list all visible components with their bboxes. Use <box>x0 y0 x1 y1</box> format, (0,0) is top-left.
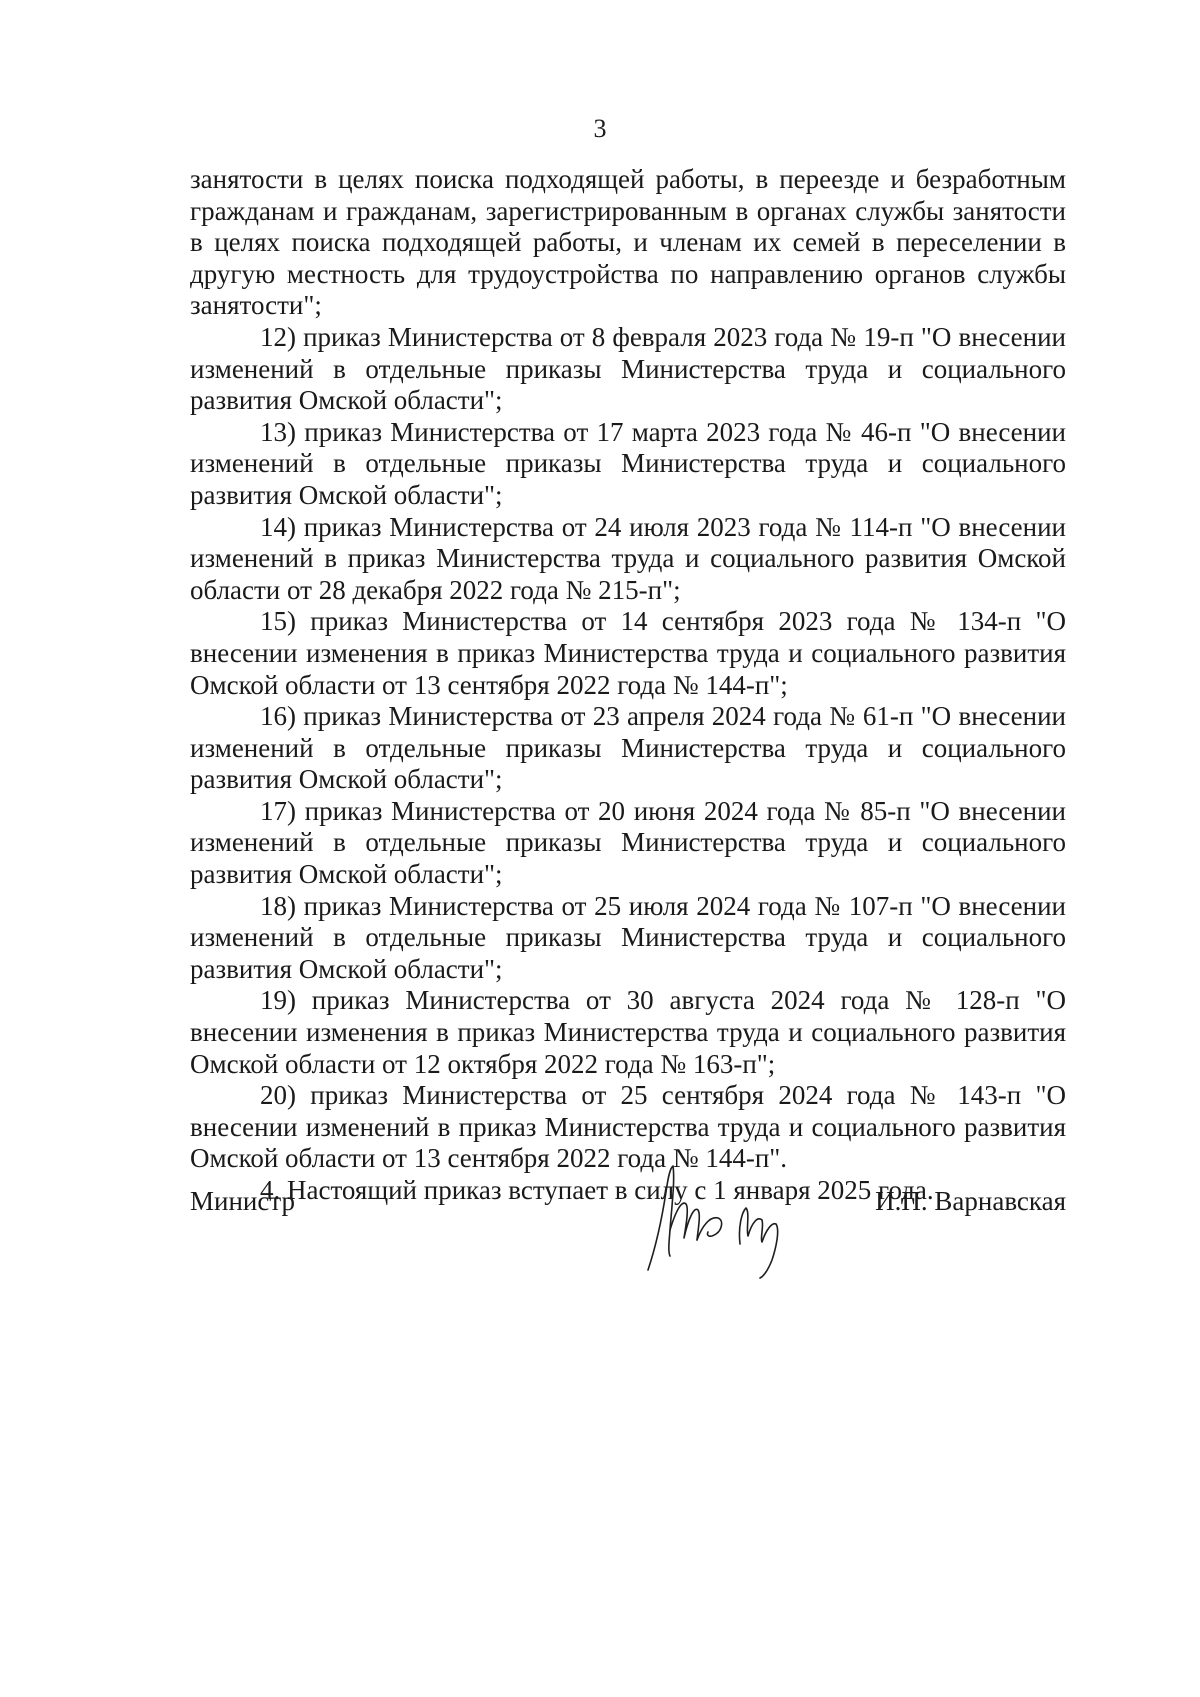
signer-name: И.П. Варнавская <box>875 1186 1066 1216</box>
paragraph-continuation: занятости в целях поиска подходящей работы, в переезде и безработным гражданам и гражданам, зарегистрированным в органах службы занятости в целях поиска подходящей работы, и членам их семей в переселении в другую местность для трудоустройства по направлению органов службы занятости"; <box>190 164 1066 321</box>
list-item-19: 19) приказ Министерства от 30 августа 2024 года № 128-п "О внесении изменения в приказ Министерства труда и социального развития Омской области от 12 октября 2022 года № 163-п"; <box>190 985 1066 1079</box>
signature-block <box>190 1160 1066 1280</box>
list-item-18: 18) приказ Министерства от 25 июля 2024 года № 107-п "О внесении изменений в отдельные приказы Министерства труда и социального развития Омской области"; <box>190 890 1066 984</box>
list-item-12: 12) приказ Министерства от 8 февраля 2023 года № 19-п "О внесении изменений в отдельные приказы Министерства труда и социального развития Омской области"; <box>190 321 1066 416</box>
document-body <box>190 164 1066 1207</box>
effective-date-clause: 4. Настоящий приказ вступает в силу с 1 января 2025 года. <box>260 1175 934 1205</box>
list-item-15: 15) приказ Министерства от 14 сентября 2023 года № 134-п "О внесении изменения в приказ Министерства труда и социального развития Омской области от 13 сентября 2022 года № 144-п"; <box>190 606 1066 700</box>
list-item-13: 13) приказ Министерства от 17 марта 2023 года № 46-п "О внесении изменений в отдельные приказы Министерства труда и социального развития Омской области"; <box>190 416 1066 510</box>
list-item-20: 20) приказ Министерства от 25 сентября 2024 года № 143-п "О внесении изменений в приказ Министерства труда и социального развития Омской области от 13 сентября 2022 года № 144-п". <box>190 1080 1066 1174</box>
page-number: 3 <box>593 114 607 143</box>
signer-position: Министр <box>190 1186 295 1216</box>
handwritten-signature <box>640 1160 800 1280</box>
list-item-16: 16) приказ Министерства от 23 апреля 2024 года № 61-п "О внесении изменений в отдельные приказы Министерства труда и социального развития Омской области"; <box>190 701 1066 795</box>
list-item-14: 14) приказ Министерства от 24 июля 2023 года № 114-п "О внесении изменений в приказ Министерства труда и социального развития Омской области от 28 декабря 2022 года № 215-п"; <box>190 511 1066 605</box>
list-item-17: 17) приказ Министерства от 20 июня 2024 года № 85-п "О внесении изменений в отдельные приказы Министерства труда и социального развития Омской области"; <box>190 795 1066 890</box>
